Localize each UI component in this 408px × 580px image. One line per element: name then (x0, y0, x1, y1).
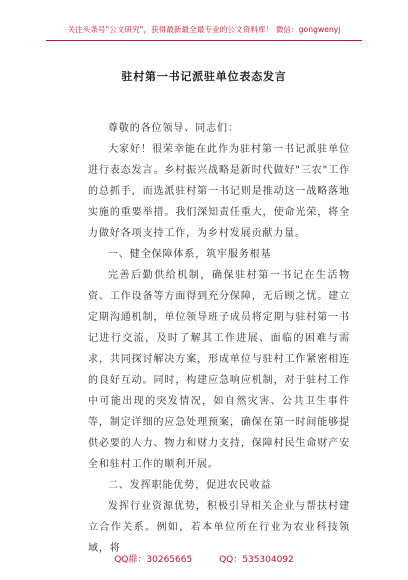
greeting: 尊敬的各位领导、同志们： (108, 123, 239, 134)
document-title: 驻村第一书记派驻单位表态发言 (121, 70, 287, 83)
section-heading-2: 二、发挥职能优势，促进农民收益 (108, 480, 272, 491)
paragraph-intro: 大家好！很荣幸能在此作为驻村第一书记派驻单位进行表态发言。乡村振兴战略是新时代做好"三农"工作的总抓手，而选派驻村第一书记则是推动这一战略落地实施的重要举措。我们深知责任重大，使命光荣，将全力做好各项支持工作，为乡村发展贡献力量。 (88, 144, 350, 239)
document-body (88, 118, 350, 559)
header-banner: 关注头条号"公文研究"，获得最新最全最专业的公文资料库！ 微信：gongwenyj (67, 25, 341, 34)
section-heading-1: 一、健全保障体系，筑牢服务根基 (108, 249, 272, 260)
footer-qq-group: QQ群：30265665 (114, 555, 193, 565)
footer-contact (0, 552, 408, 565)
footer-qq: QQ：535304092 (219, 555, 294, 565)
paragraph-section-1: 完善后勤供给机制，确保驻村第一书记在生活物资、工作设备等方面得到充分保障，无后顾之忧。建立定期沟通机制，单位领导班子成员将定期与驻村第一书记进行交流，及时了解其工作进展、面临的困难与需求，共同探讨解决方案，形成单位与驻村工作紧密相连的良好互动。同时，构建应急响应机制，对于驻村工作中可能出现的突发情况，如自然灾害、公共卫生事件等，制定详细的应急处理预案，确保在第一时间能够提供必要的人力、物力和财力支持，保障村民生命财产安全和驻村工作的顺利开展。 (88, 270, 350, 470)
header-divider (46, 40, 362, 41)
paragraph-section-2: 发挥行业资源优势，积极引导相关企业与帮扶村建立合作关系。例如，若本单位所在行业为农业科技领域，将 (88, 501, 350, 554)
